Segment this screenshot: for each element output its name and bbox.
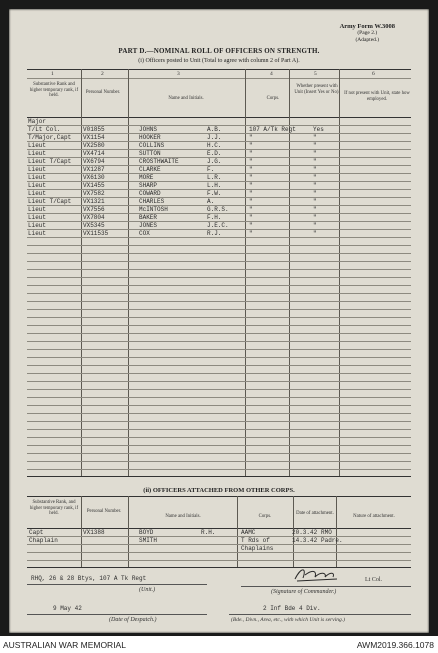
cell-corps: AAMC	[241, 529, 256, 536]
table-rule	[27, 381, 411, 382]
cell-name: BAKER	[139, 214, 158, 221]
table-rule	[27, 365, 411, 366]
cell-name: CROSTHWAITE	[139, 158, 179, 165]
cell-date: 14.3.42	[292, 537, 318, 544]
commander-rank: Lt Col.	[365, 577, 383, 583]
cell-name: CLARKE	[139, 166, 161, 173]
cell-present: "	[313, 174, 317, 181]
commander-rule	[241, 586, 411, 587]
caption-accession: AWM2019.366.1078	[356, 640, 434, 650]
col-number-4: 4	[270, 71, 273, 77]
table-rule	[27, 461, 411, 462]
cell-name: SUTTON	[139, 150, 161, 157]
table-rule	[27, 261, 411, 262]
cell-rank: Lieut T/Capt	[28, 198, 72, 205]
table-rule	[27, 253, 411, 254]
cell-number: VX7582	[83, 190, 105, 197]
form-adapted: (Adapted.)	[355, 37, 380, 43]
section2-title: (ii) OFFICERS ATTACHED FROM OTHER CORPS.	[143, 487, 295, 494]
table-rule	[27, 277, 411, 278]
cell-initials: F.	[207, 166, 215, 173]
cell-rank: Lieut	[28, 142, 47, 149]
cell-rank: Lieut	[28, 222, 47, 229]
unit-rule	[27, 584, 207, 585]
unit-label: (Unit.)	[139, 587, 156, 593]
cell-name: BOYD	[139, 529, 154, 536]
cell-present: "	[313, 198, 317, 205]
col-number-3: 3	[177, 71, 180, 77]
unit-text: RHQ, 26 & 28 Btys, 107 A Tk Regt	[31, 575, 147, 582]
form-identifier	[340, 23, 395, 44]
cell-present: "	[313, 166, 317, 173]
table-rule	[27, 357, 411, 358]
table-rule	[27, 445, 411, 446]
cell-rank: Lieut	[28, 206, 47, 213]
cell-name: JOHNS	[139, 126, 158, 133]
cell-corps: "	[249, 134, 253, 141]
cell-present: "	[313, 190, 317, 197]
archive-caption	[0, 636, 438, 653]
commander-signature	[291, 565, 351, 585]
part-title: PART D.—NOMINAL ROLL OF OFFICERS ON STRENGTH.	[118, 47, 320, 55]
cell-rank: Lieut	[28, 214, 47, 221]
cell-corps: "	[249, 150, 253, 157]
header-absent: If not present with Unit, state how employed.	[344, 91, 410, 102]
cell-initials: J.E.C.	[207, 222, 229, 229]
table-rule	[27, 269, 411, 270]
despatch-date: 9 May 42	[53, 605, 82, 612]
cell-present: "	[313, 182, 317, 189]
cell-name: SMITH	[139, 537, 158, 544]
cell-initials: J.G.	[207, 158, 222, 165]
table-rule	[27, 309, 411, 310]
cell-present: "	[313, 142, 317, 149]
cell-rank: Lieut	[28, 150, 47, 157]
despatch-rule	[27, 614, 207, 615]
header2-rank: Substantive Rank, and higher temporary rank, if held.	[29, 500, 79, 516]
cell-name: HOOKER	[139, 134, 161, 141]
part-subtitle: (i) Officers posted to Unit (Total to agree with column 2 of Part A).	[138, 58, 300, 64]
cell-name: SHARP	[139, 182, 158, 189]
cell-date: 20.3.42	[292, 529, 318, 536]
cell-rank: Chaplain	[29, 537, 58, 544]
cell-name: COX	[139, 230, 150, 237]
cell-initials: J.J.	[207, 134, 222, 141]
cell-nature: Padre.	[321, 537, 343, 544]
cell-rank: Lieut T/Capt	[28, 158, 72, 165]
cell-number: VX1455	[83, 182, 105, 189]
cell-number: VX7804	[83, 214, 105, 221]
cell-rank: Lieut	[28, 166, 47, 173]
header2-date: Date of attachment.	[296, 511, 334, 516]
cell-initials: H.C.	[207, 142, 222, 149]
cell-initials: F.H.	[207, 214, 222, 221]
table-rule	[27, 544, 411, 545]
cell-name: CHARLES	[139, 198, 165, 205]
form-number: Army Form W.3008	[339, 23, 395, 30]
col-number-2: 2	[101, 71, 104, 77]
cell-number: VX1287	[83, 166, 105, 173]
cell-present: "	[313, 158, 317, 165]
cell-corps: "	[249, 190, 253, 197]
cell-nature: RMO	[321, 529, 332, 536]
cell-initials: L.R.	[207, 174, 222, 181]
cell-corps: "	[249, 182, 253, 189]
table-rule	[27, 285, 411, 286]
header-corps: Corps.	[266, 96, 280, 101]
header2-number: Personal Number.	[86, 509, 122, 514]
cell-corps: "	[249, 158, 253, 165]
table-rule	[27, 560, 411, 561]
col-number-6: 6	[372, 71, 375, 77]
commander-label: (Signature of Commander.)	[271, 589, 337, 595]
caption-institution: AUSTRALIAN WAR MEMORIAL	[3, 640, 126, 650]
table-rule	[27, 429, 411, 430]
col-number-5: 5	[314, 71, 317, 77]
table-rule	[27, 333, 411, 334]
table-rule	[27, 413, 411, 414]
cell-number: VX6130	[83, 174, 105, 181]
cell-initials: R.J.	[207, 230, 222, 237]
cell-corps: "	[249, 206, 253, 213]
cell-name: McINTOSH	[139, 206, 168, 213]
header2-corps: Corps.	[258, 514, 272, 519]
cell-corps: T Rds of	[241, 537, 270, 544]
table-rule	[27, 453, 411, 454]
cell-initials: L.H.	[207, 182, 222, 189]
table-rule	[27, 349, 411, 350]
document-page	[9, 9, 429, 633]
cell-initials: A.B.	[207, 126, 222, 133]
cell-rank: Capt	[29, 529, 44, 536]
header-number: Personal Number.	[85, 90, 121, 95]
formation-label: (Bde., Divn., Area, etc., with which Unit is serving.)	[231, 617, 345, 623]
form-page: (Page 2.)	[357, 30, 378, 36]
cell-present: "	[313, 222, 317, 229]
cell-rank: Lieut	[28, 174, 47, 181]
cell-number: VX11535	[83, 230, 109, 237]
cell-present: "	[313, 134, 317, 141]
cell-present: "	[313, 214, 317, 221]
cell-initials: G.R.S.	[207, 206, 229, 213]
header-name: Name and Initials.	[168, 96, 204, 101]
cell-number: VX7556	[83, 206, 105, 213]
table-rule	[27, 405, 411, 406]
table-rule	[27, 389, 411, 390]
cell-corps: Chaplains	[241, 545, 274, 552]
header2-name: Name and Initials.	[165, 514, 201, 519]
cell-name: COLLINS	[139, 142, 165, 149]
cell-number: V01855	[83, 126, 105, 133]
table-rule	[27, 437, 411, 438]
cell-rank: Lieut	[28, 190, 47, 197]
cell-corps: 107 A/Tk Regt	[249, 126, 296, 133]
cell-initials: R.H.	[201, 529, 216, 536]
cell-number: VX1321	[83, 198, 105, 205]
cell-name: MORE	[139, 174, 154, 181]
header-rank: Substantive Rank and higher temporary rank, if held.	[29, 82, 79, 98]
cell-number: VX1388	[83, 529, 105, 536]
cell-initials: A.	[207, 198, 215, 205]
cell-corps: "	[249, 214, 253, 221]
cell-present: Yes	[313, 126, 324, 133]
cell-rank: Lieut	[28, 182, 47, 189]
cell-rank: Lieut	[28, 230, 47, 237]
header-present: Whether present with Unit (Insert Yes or No).	[294, 84, 340, 95]
cell-name: COWARD	[139, 190, 161, 197]
table-rule	[27, 421, 411, 422]
table-rule	[27, 293, 411, 294]
cell-present: "	[313, 230, 317, 237]
cell-rank: T/Major,Capt	[28, 134, 72, 141]
cell-rank: T/Lt Col.	[28, 126, 61, 133]
cell-number: VX1154	[83, 134, 105, 141]
table-rule	[27, 317, 411, 318]
formation-text: 2 Inf Bde 4 Div.	[263, 605, 321, 612]
table-rule	[27, 373, 411, 374]
col-number-1: 1	[51, 71, 54, 77]
cell-rank: Major	[28, 118, 47, 125]
table-rule	[27, 341, 411, 342]
cell-corps: "	[249, 222, 253, 229]
cell-name: JONES	[139, 222, 158, 229]
cell-corps: "	[249, 174, 253, 181]
formation-rule	[229, 614, 411, 615]
cell-corps: "	[249, 198, 253, 205]
header2-nature: Nature of attachment.	[353, 514, 395, 519]
cell-present: "	[313, 206, 317, 213]
cell-present: "	[313, 150, 317, 157]
cell-initials: F.W.	[207, 190, 222, 197]
despatch-label: (Date of Despatch.)	[109, 617, 157, 623]
table-rule	[27, 325, 411, 326]
cell-corps: "	[249, 230, 253, 237]
cell-corps: "	[249, 142, 253, 149]
cell-initials: E.D.	[207, 150, 222, 157]
table-rule	[27, 245, 411, 246]
cell-number: VX4714	[83, 150, 105, 157]
cell-number: VX5345	[83, 222, 105, 229]
cell-number: VX2580	[83, 142, 105, 149]
cell-number: VX6794	[83, 158, 105, 165]
table-rule	[27, 397, 411, 398]
table-rule	[27, 301, 411, 302]
cell-corps: "	[249, 166, 253, 173]
table-rule	[27, 469, 411, 470]
table-rule	[27, 552, 411, 553]
